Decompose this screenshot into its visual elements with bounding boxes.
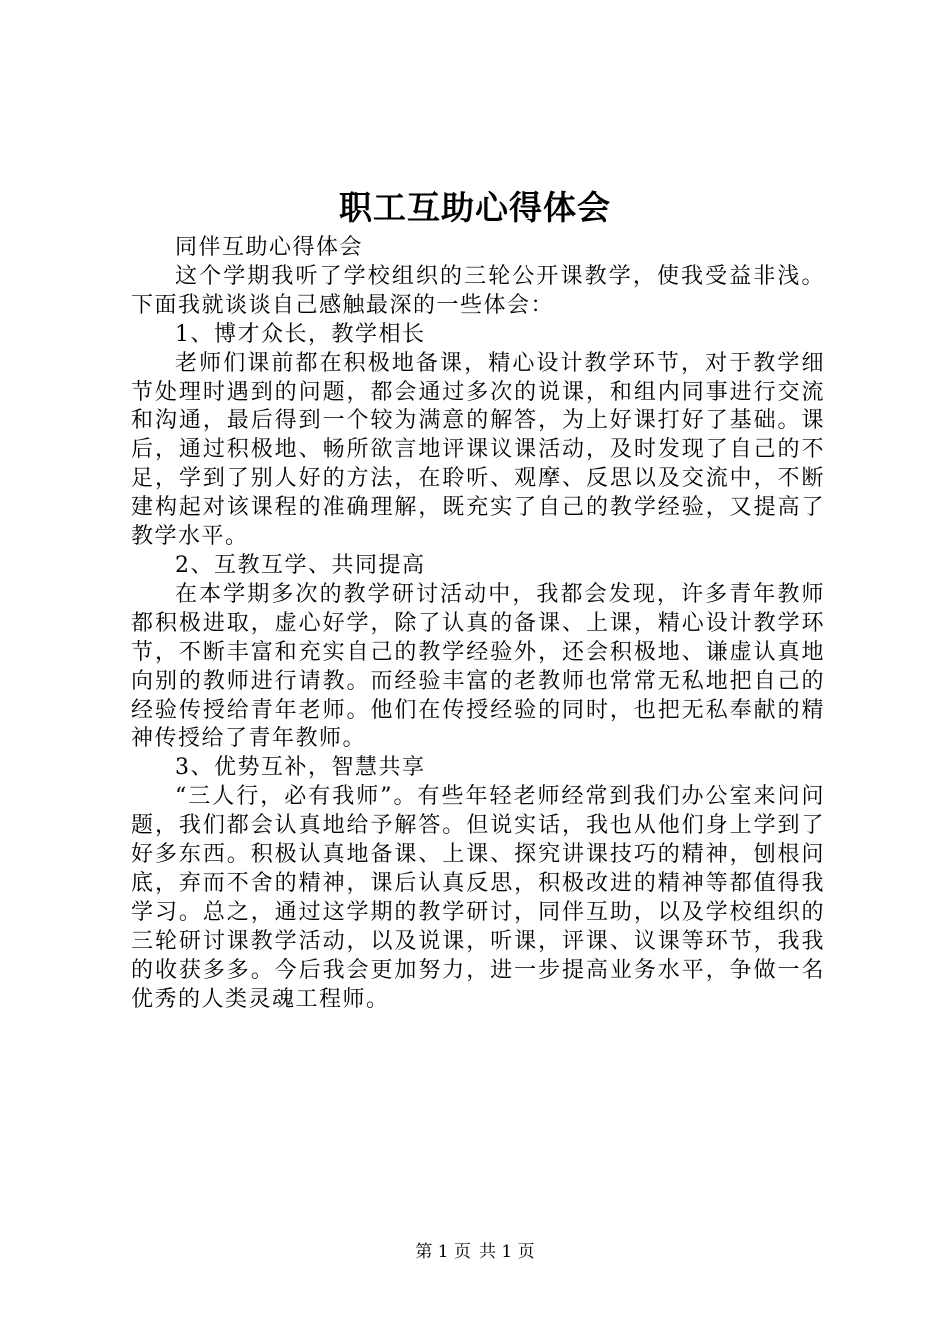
- section-body-1: 老师们课前都在积极地备课，精心设计教学环节，对于教学细节处理时遇到的问题，都会通过多次的说课，和组内同事进行交流和沟通，最后得到一个较为满意的解答，为上好课打好了基础。课后，通过积极地、畅所欲言地评课议课活动，及时发现了自己的不足，学到了别人好的方法，在聆听、观摩、反思以及交流中，不断建构起对该课程的准确理解，既充实了自己的教学经验，又提高了教学水平。: [131, 350, 825, 550]
- section-heading-3: 3、优势互补，智慧共享: [175, 755, 426, 781]
- document-title: 职工互助心得体会: [339, 188, 611, 227]
- section-body-3: “三人行，必有我师”。有些年轻老师经常到我们办公室来问问题，我们都会认真地给予解答。但说实话，我也从他们身上学到了好多东西。积极认真地备课、上课、探究讲课技巧的精神，刨根问底，弃而不舍的精神，课后认真反思，积极改进的精神等都值得我学习。总之，通过这学期的教学研讨，同伴互助，以及学校组织的三轮研讨课教学活动，以及说课，听课，评课、议课等环节，我我的收获多多。今后我会更加努力，进一步提高业务水平，争做一名优秀的人类灵魂工程师。: [131, 784, 825, 1012]
- section-heading-2: 2、互教互学、共同提高: [175, 552, 426, 578]
- subtitle-paragraph: 同伴互助心得体会: [175, 235, 364, 260]
- page-number: 第 1 页: [415, 1242, 471, 1262]
- section-body-2: 在本学期多次的教学研讨活动中，我都会发现，许多青年教师都积极进取，虚心好学，除了认真的备课、上课，精心设计教学环节，不断丰富和充实自己的教学经验外，还会积极地、谦虚认真地向别的教师进行请教。而经验丰富的老教师也常常无私地把自己的经验传授给青年老师。他们在传授经验的同时，也把无私奉献的精神传授给了青年教师。: [131, 581, 825, 752]
- page-footer: [0, 1240, 950, 1264]
- document-body: [131, 234, 825, 1014]
- intro-paragraph: 这个学期我听了学校组织的三轮公开课教学，使我受益非浅。下面我就谈谈自己感触最深的一些体会：: [131, 263, 825, 318]
- page-total: 共 1 页: [479, 1242, 535, 1262]
- section-heading-1: 1、博才众长，教学相长: [175, 321, 426, 347]
